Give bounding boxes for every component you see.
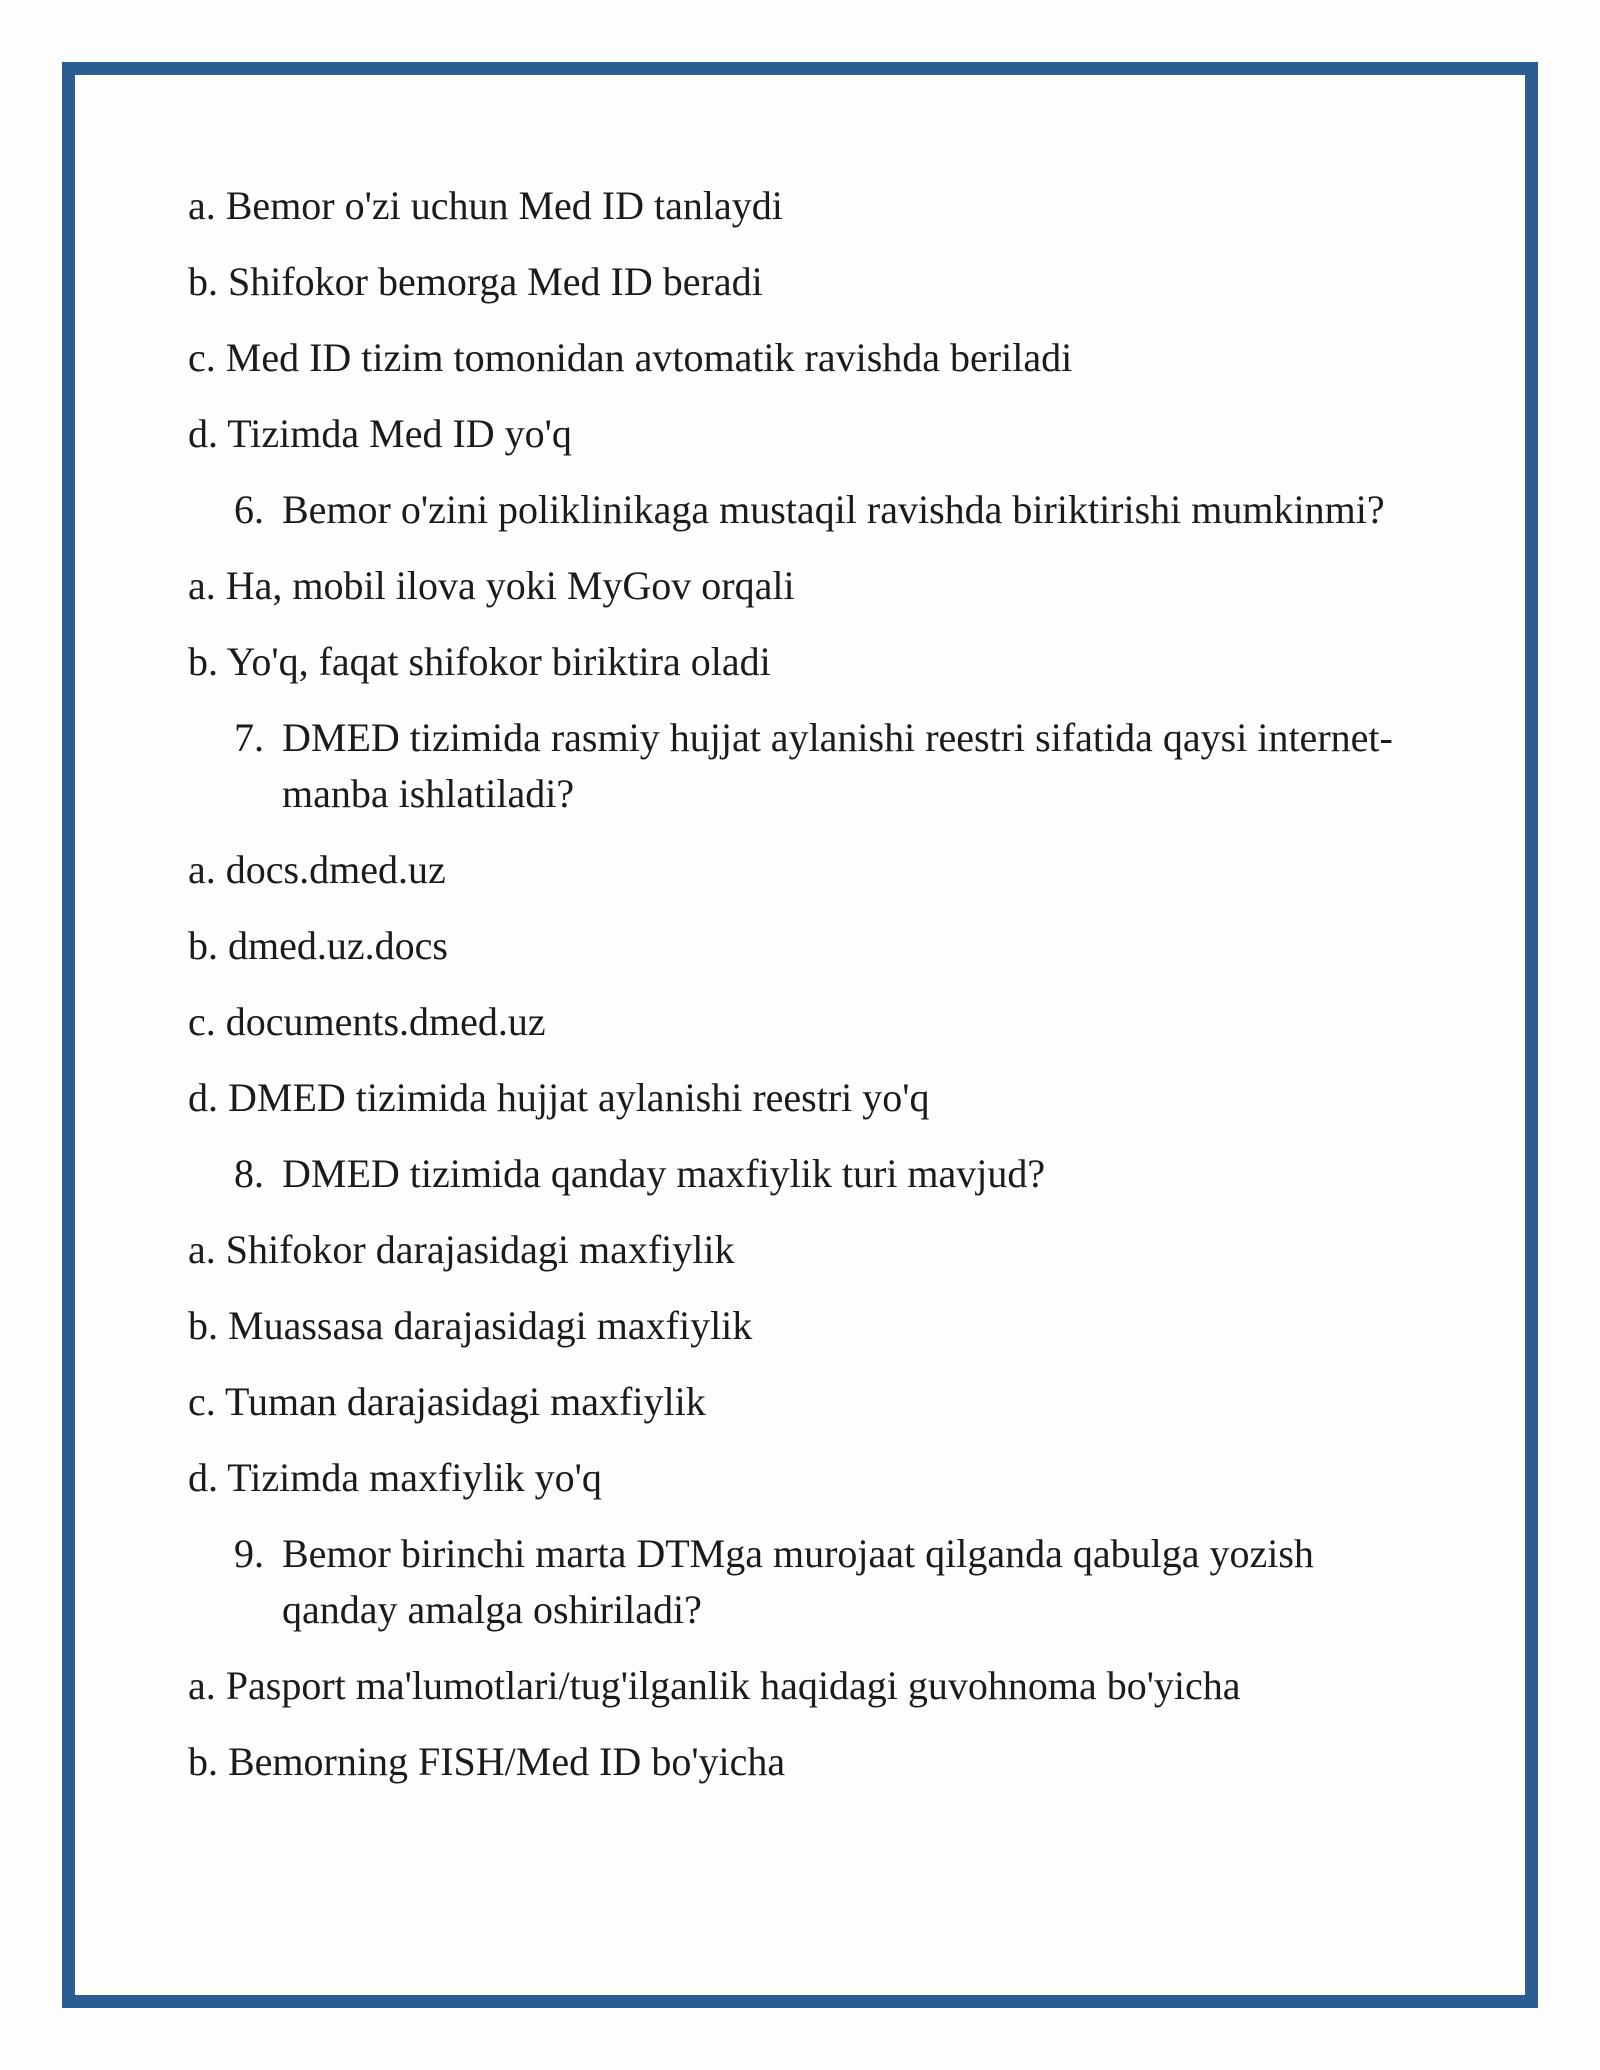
answer-option: c. documents.dmed.uz xyxy=(188,999,546,1044)
answer-option: a. Pasport ma'lumotlari/tug'ilganlik haqidagi guvohnoma bo'yicha xyxy=(188,1663,1241,1708)
question-number: 9. xyxy=(234,1531,264,1576)
question-text: Bemor o'zini poliklinikaga mustaqil ravishda biriktirishi mumkinmi? xyxy=(282,487,1385,532)
question-number: 7. xyxy=(234,715,264,760)
answer-option: d. Tizimda Med ID yo'q xyxy=(188,411,572,456)
question-number: 6. xyxy=(234,487,264,532)
answer-option: a. Ha, mobil ilova yoki MyGov orqali xyxy=(188,563,795,608)
answer-option: a. docs.dmed.uz xyxy=(188,847,446,892)
answer-option: c. Med ID tizim tomonidan avtomatik ravishda beriladi xyxy=(188,335,1073,380)
answer-option: a. Bemor o'zi uchun Med ID tanlaydi xyxy=(188,183,783,228)
question-9 xyxy=(188,1526,1402,1638)
answer-option: b. Bemorning FISH/Med ID bo'yicha xyxy=(188,1739,786,1784)
question-list xyxy=(188,178,1418,1810)
answer-option: d. DMED tizimida hujjat aylanishi reestri yo'q xyxy=(188,1075,930,1120)
answer-option: b. Yo'q, faqat shifokor biriktira oladi xyxy=(188,639,771,684)
question-7 xyxy=(188,710,1402,822)
answer-option: b. Muassasa darajasidagi maxfiylik xyxy=(188,1303,753,1348)
question-8 xyxy=(188,1146,1402,1202)
answer-option: b. dmed.uz.docs xyxy=(188,923,448,968)
question-text: DMED tizimida qanday maxfiylik turi mavjud? xyxy=(282,1151,1046,1196)
answer-option: b. Shifokor bemorga Med ID beradi xyxy=(188,259,763,304)
question-6 xyxy=(188,482,1402,538)
question-text: Bemor birinchi marta DTMga murojaat qilganda qabulga yozish qanday amalga oshiriladi? xyxy=(282,1531,1314,1632)
question-number: 8. xyxy=(234,1151,264,1196)
answer-option: d. Tizimda maxfiylik yo'q xyxy=(188,1455,602,1500)
answer-option: a. Shifokor darajasidagi maxfiylik xyxy=(188,1227,735,1272)
question-text: DMED tizimida rasmiy hujjat aylanishi reestri sifatida qaysi internet-manba ishlatiladi? xyxy=(282,715,1393,816)
answer-option: c. Tuman darajasidagi maxfiylik xyxy=(188,1379,706,1424)
